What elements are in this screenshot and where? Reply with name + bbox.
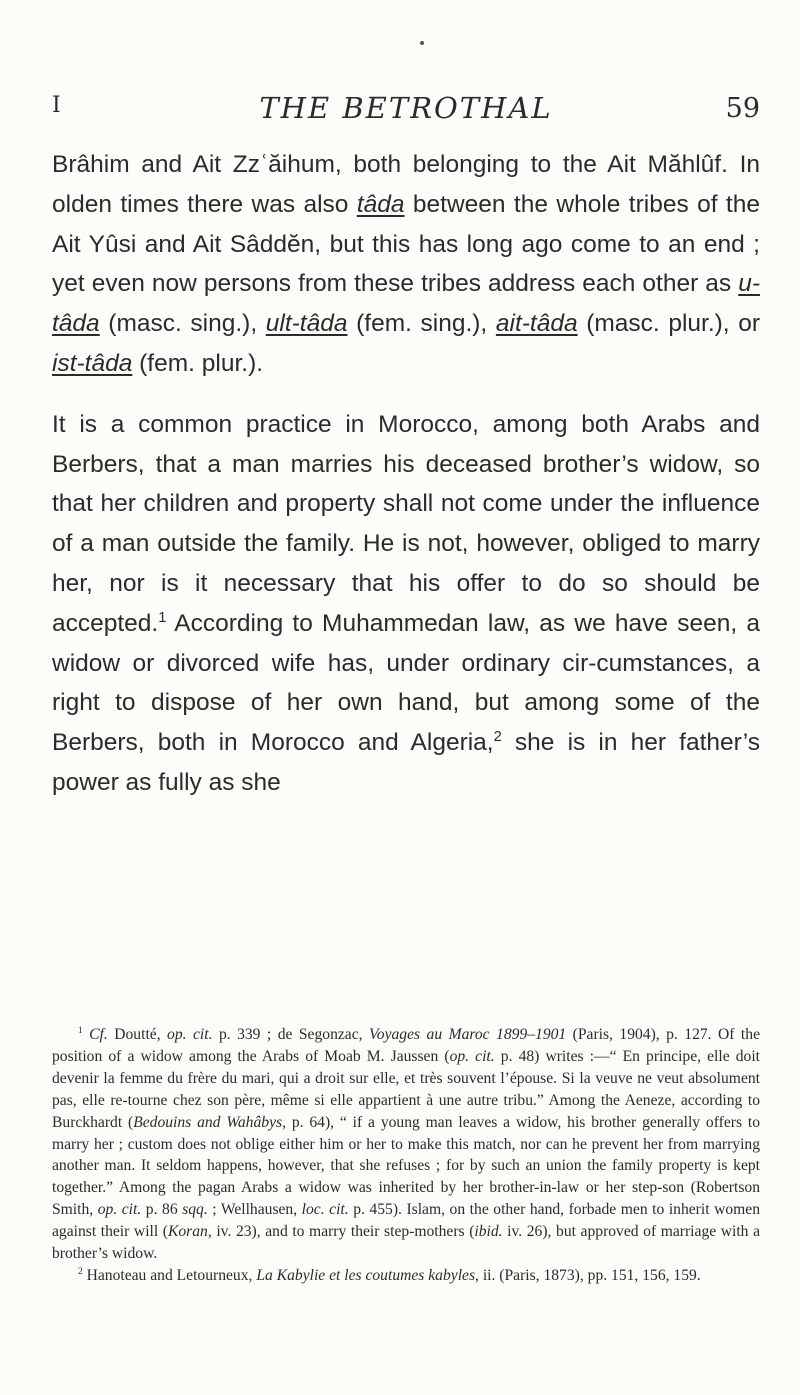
- citation-kabylie: La Kabylie et les coutumes kabyles: [256, 1266, 476, 1284]
- citation-koran: Koran: [167, 1223, 208, 1241]
- running-header: [52, 93, 760, 129]
- term-tada: tâda: [356, 190, 405, 218]
- citation-bedouins: Bedouins and Wahâbys: [133, 1113, 283, 1131]
- term-u-tada: u-tâda: [52, 270, 760, 338]
- paragraph-2: It is a common practice in Morocco, among both Arabs and Berbers, that a man marries his deceased brother’s widow, so that her children and property shall not come under the influence of a man outside the family. He is not, however, obliged to marry her, nor is it necessary that his offer to do so should be accepted.$^1$ According to Muhammedan law, as we have seen, a widow or divorced wife has, under ordinary cir-cumstances, a right to dispose of her own hand, but among some of the Berbers, both in Morocco and Algeria,$^2$ she is in her father’s power as fully as she: [52, 410, 760, 796]
- footnote-ref-2[interactable]: 2: [493, 729, 502, 745]
- term-ult-tada: ult-tâda: [265, 310, 348, 338]
- term-ist-tada: ist-tâda: [52, 349, 133, 377]
- volume-number: I: [52, 93, 61, 118]
- footnote-1-number: 1: [78, 1025, 83, 1036]
- footnotes: [52, 1024, 760, 1287]
- page-number: 59: [725, 93, 760, 124]
- ink-dot: [420, 41, 424, 45]
- paragraph-1: Brâhim and Ait Zzʿăihum, both belonging to the Ait Măhlûf. In olden times there was also tâda between the whole tribes of the Ait Yûsi and Ait Sâddĕn, but this has long ago come to an end ; yet even now persons from these tribes address each other as u-tâda (masc. sing.), ult-tâda (fem. sing.), ait-tâda (masc. plur.), or ist-tâda (fem. plur.).: [52, 151, 761, 377]
- footnote-2: $^2$ Hanoteau and Letourneux, La Kabylie et les coutumes kabyles, ii. (Paris, 1873), pp. 151, 156, 159.: [78, 1266, 701, 1284]
- footnote-1: $^1$ Cf. Doutté, op. cit. p. 339 ; de Segonzac, Voyages au Maroc 1899–1901 (Paris, 1904), p. 127. Of the position of a widow among the Arabs of Moab M. Jaussen (op. cit. p. 48) writes :—“ En principe, elle doit devenir la femme du frère du mari, qui a droit sur elle, et très souvent l’épouse. Si la veuve ne veut absolument pas, elle re-tourne chez son père, même si elle appartient à une autre tribu.” Among the Aeneze, according to Burckhardt (Bedouins and Wahâbys, p. 64), “ if a young man leaves a widow, his brother generally offers to marry her ; custom does not oblige either him or her to make this match, nor can he prevent her from marrying another man. It seldom happens, however, that she refuses ; for by such an union the family property is kept together.” Among the pagan Arabs a widow was inherited by her brother-in-law or her step-son (Robertson Smith, op. cit. p. 86 sqq. ; Wellhausen, loc. cit. p. 455). Islam, on the other hand, forbade men to inherit women against their will (Koran, iv. 23), and to marry their step-mothers (ibid. iv. 26), but approved of marriage with a brother’s widow.: [52, 1025, 760, 1263]
- footnote-2-number: 2: [78, 1266, 83, 1277]
- term-ait-tada: ait-tâda: [495, 310, 578, 338]
- chapter-title: THE BETROTHAL: [259, 91, 553, 125]
- citation-voyages: Voyages au Maroc 1899–1901: [369, 1026, 567, 1043]
- main-text: [52, 145, 760, 803]
- footnote-ref-1[interactable]: 1: [158, 609, 167, 626]
